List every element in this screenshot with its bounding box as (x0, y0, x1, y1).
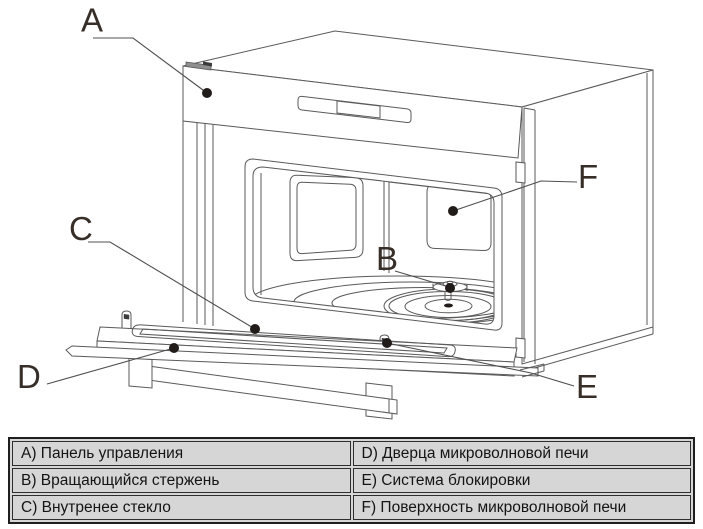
callout-b-label: B (376, 240, 399, 277)
callout-d-dot (169, 343, 179, 353)
parts-table (8, 437, 695, 524)
part-cell-c: C) Внутренее стекло (12, 495, 351, 520)
latch-hole-top (516, 162, 525, 183)
callout-f-label: F (578, 158, 599, 195)
callout-c-dot (250, 324, 260, 334)
callout-d-label: D (17, 358, 41, 395)
callout-a-label: A (81, 1, 104, 39)
part-cell-d: D) Дверца микроволновой печи (353, 441, 692, 466)
table-row (12, 495, 691, 520)
callout-e-dot (382, 338, 392, 348)
callout-b-dot (445, 283, 455, 293)
table-row (12, 441, 691, 466)
part-cell-b: B) Вращающийся стержень (12, 468, 351, 493)
callout-e-label: E (576, 368, 599, 405)
callout-a-dot (202, 88, 212, 98)
table-row (12, 468, 691, 493)
part-cell-a: A) Панель управления (12, 441, 351, 466)
callout-c-label: C (69, 210, 93, 247)
part-cell-f: F) Поверхность микроволновой печи (353, 495, 692, 520)
parts-legend (8, 437, 695, 524)
part-cell-e: E) Система блокировки (353, 468, 692, 493)
callout-f-dot (448, 206, 458, 216)
callout-c (69, 210, 260, 334)
